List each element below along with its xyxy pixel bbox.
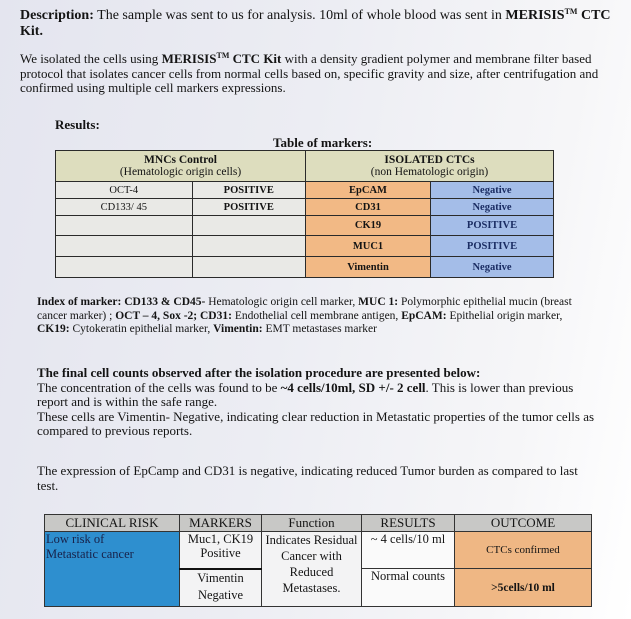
outcome-confirmed-cell: CTCs confirmed [455, 532, 592, 569]
index-label: Index of marker: CD133 & CD45- [37, 296, 206, 308]
cell-counts-heading: The final cell counts observed after the isolation procedure are presented below: [37, 365, 481, 380]
description-block [20, 8, 620, 40]
header-outcome: OUTCOME [455, 515, 592, 532]
markers-table-header [56, 151, 554, 182]
control-marker: OCT-4 [56, 182, 193, 199]
control-marker [56, 216, 193, 236]
method-line3: confirmed using multiple cell markers expressions. [20, 80, 286, 95]
markers-table-title: Table of markers: [273, 135, 373, 150]
ctc-marker: CD31 [306, 199, 431, 216]
header-clinical-risk: CLINICAL RISK [45, 515, 180, 532]
results-label: Results: [55, 117, 100, 132]
control-marker [56, 257, 193, 278]
trademark: TM [216, 51, 230, 60]
mncs-control-header: MNCs Control (Hematologic origin cells) [56, 151, 306, 182]
method-text: We isolated the cells using [20, 51, 162, 66]
table-row [56, 257, 554, 278]
brand-name: MERISIS [505, 8, 565, 23]
description-text: The sample was sent to us for analysis. 10ml of whole blood was sent in [93, 8, 506, 23]
header-markers: MARKERS [180, 515, 262, 532]
method-text: with a density gradient polymer and membrane filter based [281, 51, 592, 66]
expression-paragraph: The expression of EpCamp and CD31 is negative, indicating reduced Tumor burden as compared to last test. [37, 463, 578, 493]
ctc-marker: Vimentin [306, 257, 431, 278]
trademark: TM [564, 7, 578, 16]
marker-index: Index of marker: CD133 & CD45- Hematologic origin cell marker, MUC 1: Polymorphic epithelial mucin (breast cancer marker) ; OCT – 4, Sox -2; CD31: Endothelial cell membrane antigen, EpCAM: Epithelial origin marker, CK19: Cytokeratin epithelial marker, Vimentin: EMT metastases marker [37, 296, 572, 335]
method-line2: protocol that isolates cancer cells from normal cells based on, specific gravity and size, after centrifugation and [20, 65, 599, 81]
table-row [56, 182, 554, 199]
ctc-marker: EpCAM [306, 182, 431, 199]
ctc-result: POSITIVE [431, 216, 554, 236]
ctc-result: Negative [431, 182, 554, 199]
cell-concentration: ~4 cells/10ml, SD +/- 2 cell [280, 379, 426, 395]
markers-positive-cell: Muc1, CK19 Positive [180, 532, 262, 569]
markers-negative-cell: Vimentin Negative [180, 569, 262, 607]
table-row [56, 199, 554, 216]
ctc-result: POSITIVE [431, 236, 554, 257]
function-cell: Indicates Residual Cancer with Reduced Metastases. [262, 532, 362, 607]
control-result [192, 236, 305, 257]
markers-table [55, 150, 554, 278]
clinical-risk-cell: Low risk of Metastatic cancer [45, 532, 180, 607]
header-function: Function [262, 515, 362, 532]
outcome-threshold-cell: >5cells/10 ml [455, 569, 592, 607]
ctc-marker: CK19 [306, 216, 431, 236]
header-results: RESULTS [362, 515, 455, 532]
control-result: POSITIVE [192, 182, 305, 199]
control-marker: CD133/ 45 [56, 199, 193, 216]
ctc-result: Negative [431, 199, 554, 216]
ctc-marker: MUC1 [306, 236, 431, 257]
ctc-result: Negative [431, 257, 554, 278]
cell-counts-section: The final cell counts observed after the isolation procedure are presented below: The concentration of the cells was found to be ~4 cells/10ml, SD +/- 2 cell. This is lower than previous report and is within the safe range. These cells are Vimentin- Negative, indicating clear reduction in Metastatic properties of the tumor cells as compared to previous reports. [37, 365, 595, 438]
result-normal-cell: Normal counts [362, 569, 455, 607]
product-suffix: CTC [577, 8, 611, 23]
summary-header-row [45, 515, 592, 532]
method-paragraph [20, 52, 625, 96]
control-result [192, 216, 305, 236]
isolated-ctcs-header: ISOLATED CTCs (non Hematologic origin) [306, 151, 554, 182]
kit-name: CTC Kit [229, 51, 282, 66]
summary-row [45, 532, 592, 569]
description-line2: Kit. [20, 24, 43, 39]
clinical-summary-table [44, 514, 592, 607]
brand-name: MERISIS [161, 51, 217, 66]
control-result: POSITIVE [192, 199, 305, 216]
table-row [56, 216, 554, 236]
control-result [192, 257, 305, 278]
description-label: Description: [20, 8, 94, 23]
table-row [56, 236, 554, 257]
control-marker [56, 236, 193, 257]
result-count-cell: ~ 4 cells/10 ml [362, 532, 455, 569]
